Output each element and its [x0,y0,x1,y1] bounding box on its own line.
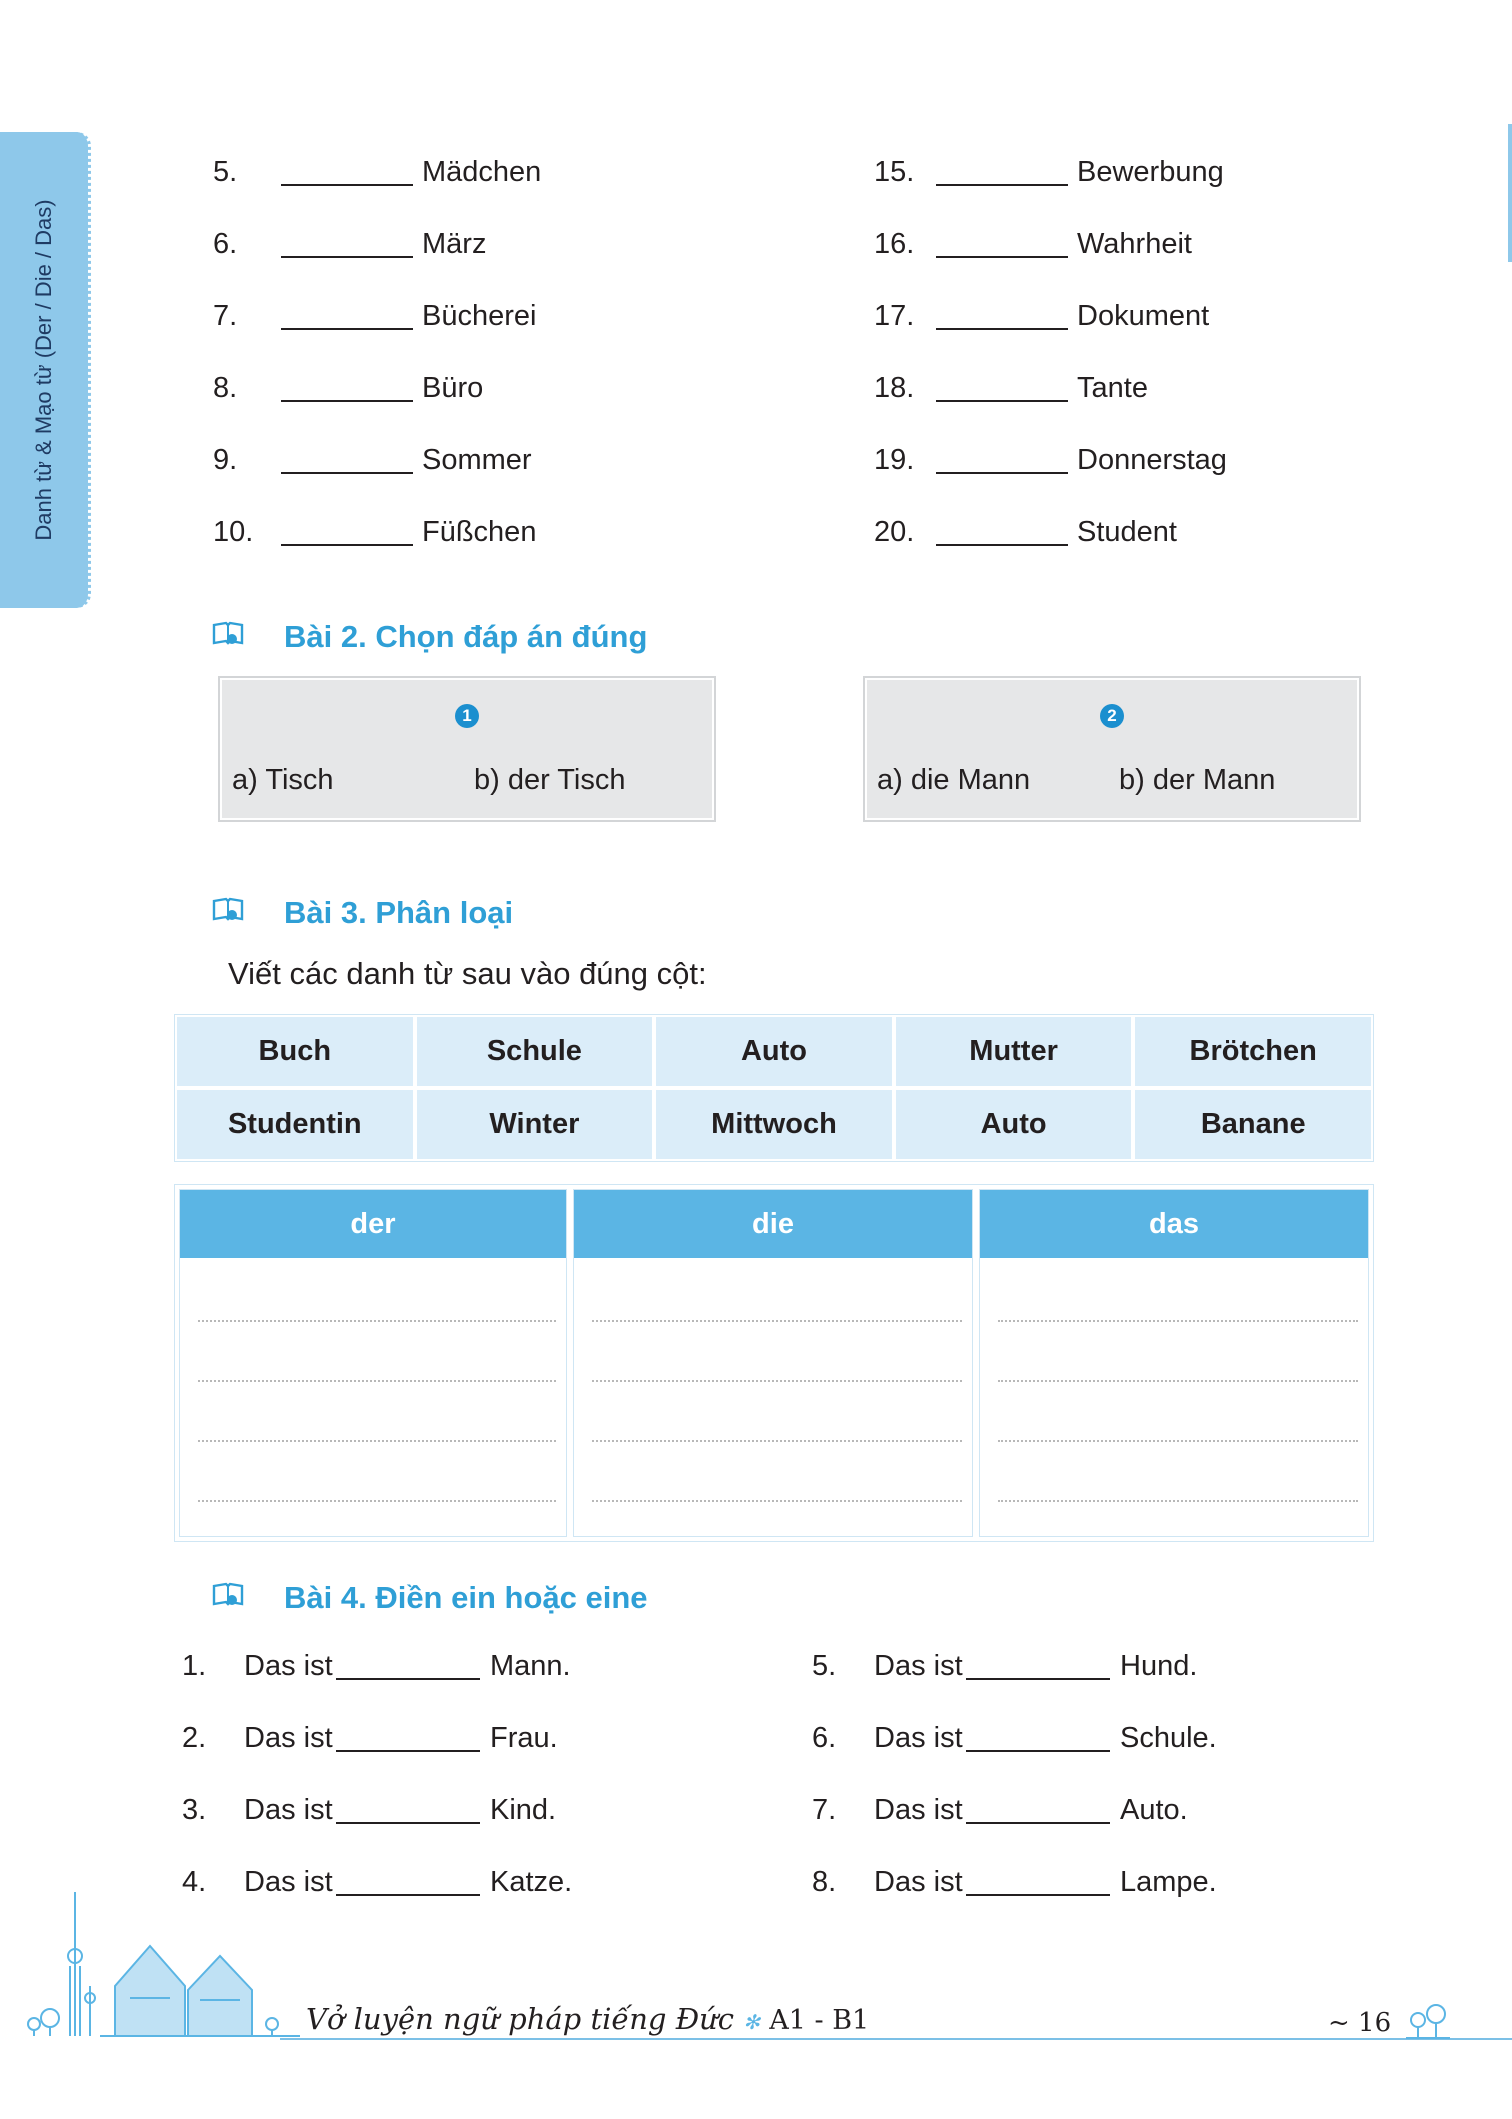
dotted-writing-line[interactable] [592,1440,962,1442]
sentence-prefix: Das ist [244,1722,333,1754]
answer-blank[interactable] [281,298,413,330]
sentence-prefix: Das ist [874,1650,963,1682]
exercise-4-title: Bài 4. Điền ein hoặc eine [284,1580,648,1615]
item-number: 10. [213,516,254,548]
item-number: 1. [182,1650,207,1682]
sentence-noun: Kind. [490,1794,557,1826]
dotted-writing-line[interactable] [998,1380,1358,1382]
sentence-prefix: Das ist [244,1866,333,1898]
sentence-noun: Frau. [490,1722,558,1754]
dotted-writing-line[interactable] [592,1320,962,1322]
chapter-side-label: Danh từ & Mạo từ (Der / Die / Das) [31,199,56,541]
column-header: die [574,1190,972,1258]
word-bank-cell: Buch [177,1017,413,1086]
item-number: 6. [812,1722,837,1754]
page-number: ~ 16 [1328,2008,1392,2038]
footer-book-title [306,2002,869,2036]
choice-box-2 [865,678,1359,820]
word-bank-cell: Schule [417,1017,653,1086]
sentence-prefix: Das ist [244,1650,333,1682]
footer-rule [280,2038,1512,2040]
word-bank-cell: Winter [417,1090,653,1159]
sentence-prefix: Das ist [874,1794,963,1826]
sentence-noun: Schule. [1120,1722,1217,1754]
dotted-writing-line[interactable] [592,1500,962,1502]
choice-box-1 [220,678,714,820]
sort-column-der [179,1189,567,1537]
noun-word: Bewerbung [1077,156,1224,188]
item-number: 17. [874,300,915,332]
book-icon [212,1582,244,1610]
answer-blank[interactable] [966,1792,1110,1824]
item-number: 7. [213,300,238,332]
sorting-table [174,1184,1374,1542]
item-number: 8. [213,372,238,404]
question-number-badge: 1 [455,704,479,728]
answer-blank[interactable] [936,514,1068,546]
tree-icon [1404,2002,1452,2040]
noun-word: Wahrheit [1077,228,1192,260]
noun-word: Dokument [1077,300,1210,332]
noun-word: Füßchen [422,516,537,548]
dotted-writing-line[interactable] [998,1320,1358,1322]
noun-word: Student [1077,516,1177,548]
item-number: 15. [874,156,915,188]
answer-blank[interactable] [936,298,1068,330]
answer-blank[interactable] [936,154,1068,186]
sentence-prefix: Das ist [874,1722,963,1754]
answer-blank[interactable] [336,1792,480,1824]
column-header: das [980,1190,1368,1258]
answer-blank[interactable] [281,154,413,186]
option-b[interactable]: b) der Mann [1119,764,1276,796]
word-bank-cell: Auto [656,1017,892,1086]
answer-blank[interactable] [281,370,413,402]
dotted-writing-line[interactable] [998,1500,1358,1502]
item-number: 4. [182,1866,207,1898]
item-number: 16. [874,228,915,260]
word-bank-cell: Studentin [177,1090,413,1159]
noun-word: März [422,228,487,260]
sentence-noun: Auto. [1120,1794,1188,1826]
sentence-noun: Mann. [490,1650,571,1682]
word-bank-cell: Banane [1135,1090,1371,1159]
answer-blank[interactable] [936,442,1068,474]
word-bank-cell: Auto [896,1090,1132,1159]
book-icon [212,621,244,649]
level-range: A1 - B1 [769,2005,870,2036]
flower-icon: ✻ [743,2010,761,2034]
answer-blank[interactable] [281,226,413,258]
answer-blank[interactable] [336,1720,480,1752]
sentence-prefix: Das ist [244,1794,333,1826]
sentence-noun: Lampe. [1120,1866,1217,1898]
question-number-badge: 2 [1100,704,1124,728]
option-a[interactable]: a) die Mann [877,764,1031,796]
item-number: 20. [874,516,915,548]
sentence-noun: Hund. [1120,1650,1198,1682]
right-edge-marker [1508,124,1512,262]
dotted-writing-line[interactable] [198,1380,556,1382]
noun-word: Tante [1077,372,1148,404]
exercise-3-title: Bài 3. Phân loại [284,895,514,930]
sort-column-das [979,1189,1369,1537]
item-number: 9. [213,444,238,476]
option-a[interactable]: a) Tisch [232,764,334,796]
option-b[interactable]: b) der Tisch [474,764,626,796]
item-number: 2. [182,1722,207,1754]
answer-blank[interactable] [281,514,413,546]
answer-blank[interactable] [966,1720,1110,1752]
item-number: 19. [874,444,915,476]
noun-word: Bücherei [422,300,537,332]
noun-word: Büro [422,372,484,404]
dotted-writing-line[interactable] [198,1320,556,1322]
dotted-writing-line[interactable] [592,1380,962,1382]
sentence-prefix: Das ist [874,1866,963,1898]
sort-column-die [573,1189,973,1537]
dotted-writing-line[interactable] [998,1440,1358,1442]
item-number: 7. [812,1794,837,1826]
word-bank-cell: Mittwoch [656,1090,892,1159]
city-skyline-illustration [10,1886,300,2044]
answer-blank[interactable] [936,226,1068,258]
answer-blank[interactable] [966,1648,1110,1680]
exercise-2-title: Bài 2. Chọn đáp án đúng [284,619,648,654]
item-number: 3. [182,1794,207,1826]
word-bank-cell: Brötchen [1135,1017,1371,1086]
dotted-writing-line[interactable] [198,1440,556,1442]
word-bank-cell: Mutter [896,1017,1132,1086]
answer-blank[interactable] [336,1864,480,1896]
word-bank-grid [174,1014,1374,1162]
item-number: 5. [812,1650,837,1682]
answer-blank[interactable] [936,370,1068,402]
book-title-text: Vở luyện ngữ pháp tiếng Đức [306,2002,735,2036]
noun-word: Sommer [422,444,532,476]
item-number: 5. [213,156,238,188]
noun-word: Mädchen [422,156,542,188]
column-header: der [180,1190,566,1258]
noun-word: Donnerstag [1077,444,1227,476]
answer-blank[interactable] [966,1864,1110,1896]
dotted-writing-line[interactable] [198,1500,556,1502]
answer-blank[interactable] [281,442,413,474]
item-number: 18. [874,372,915,404]
chapter-side-tab [0,132,91,608]
exercise-3-instruction: Viết các danh từ sau vào đúng cột: [228,956,707,991]
answer-blank[interactable] [336,1648,480,1680]
item-number: 6. [213,228,238,260]
book-icon [212,897,244,925]
item-number: 8. [812,1866,837,1898]
sentence-noun: Katze. [490,1866,573,1898]
